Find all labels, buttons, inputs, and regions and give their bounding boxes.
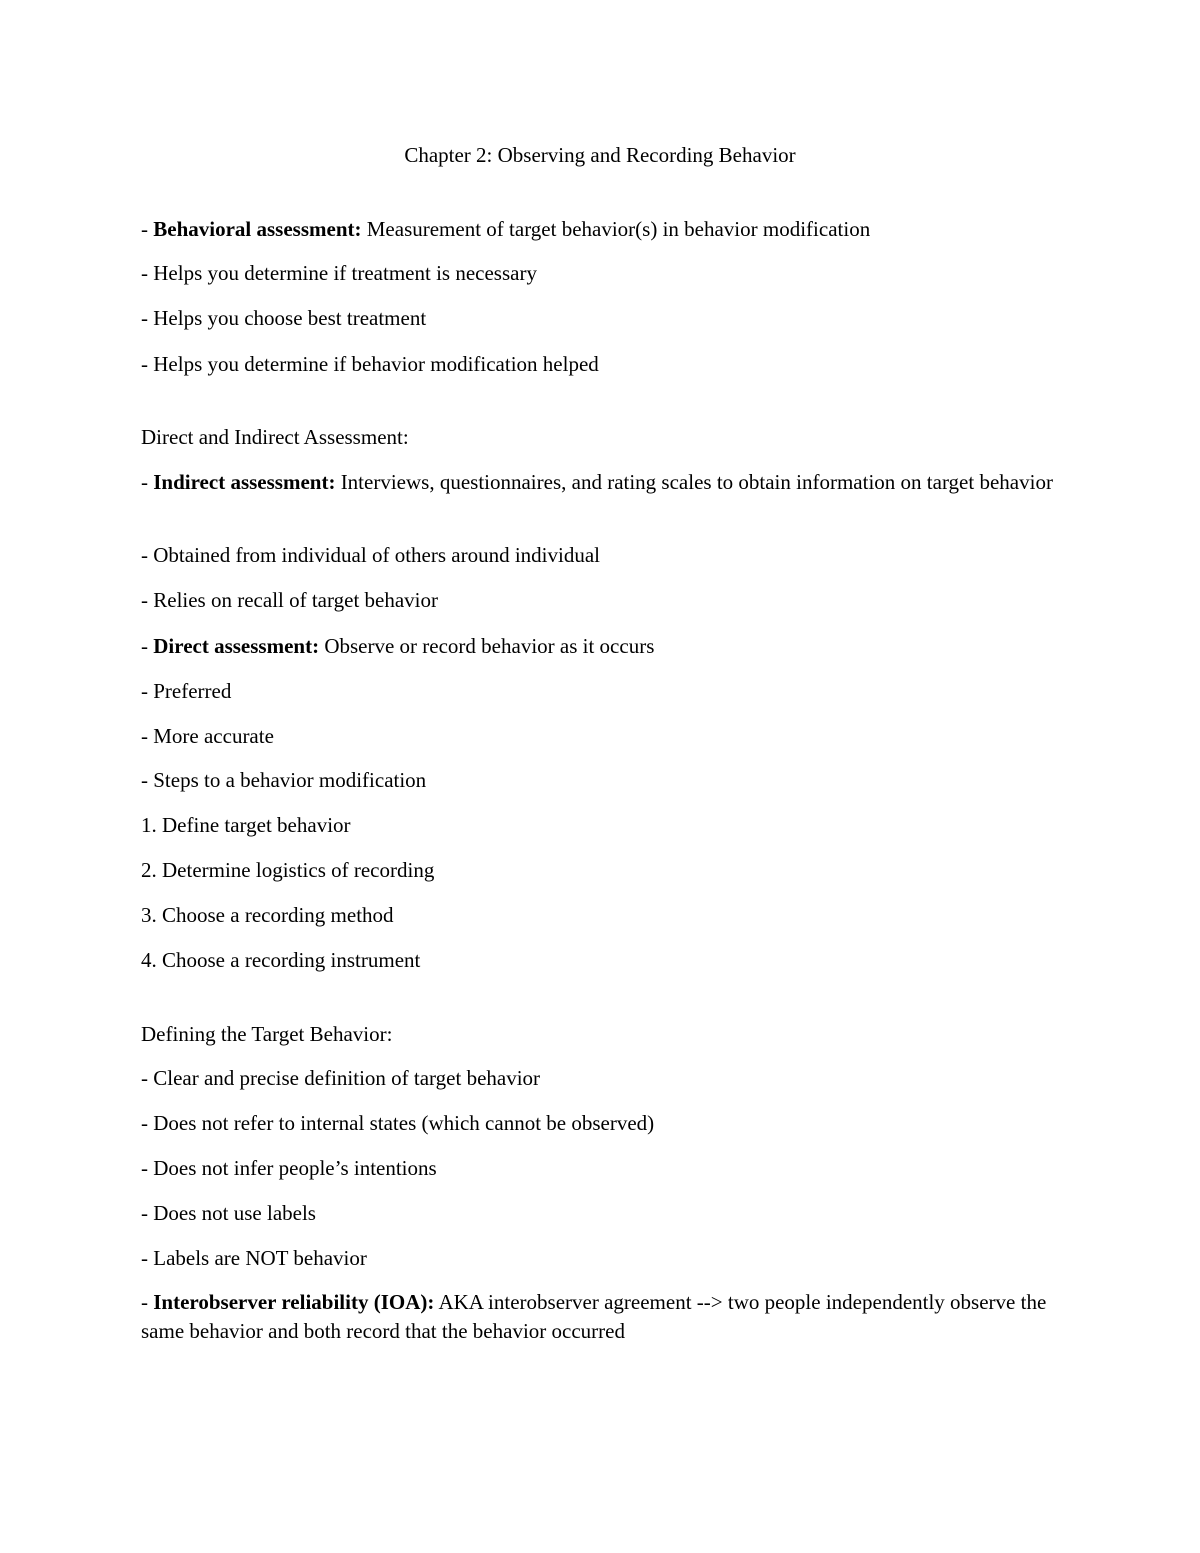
bullet-dash: - <box>141 634 154 658</box>
list-item: - Does not use labels <box>141 1201 316 1225</box>
section-heading-assessment: Direct and Indirect Assessment: <box>141 425 409 449</box>
definition-text: Interviews, questionnaires, and rating scales to obtain information on target behavior <box>335 470 1053 494</box>
indirect-assessment-line <box>141 468 1061 497</box>
list-item: - Labels are NOT behavior <box>141 1246 367 1270</box>
term-indirect-assessment: Indirect assessment: <box>153 470 336 494</box>
behavioral-assessment-line <box>141 215 1061 244</box>
numbered-step-4: 4. Choose a recording instrument <box>141 948 421 972</box>
definition-text: AKA interobserver agreement --> two people independently observe the same behavior and both record that the behavior occurred <box>141 1290 1047 1343</box>
term-behavioral-assessment: Behavioral assessment: <box>153 217 362 241</box>
term-interobserver-reliability: Interobserver reliability (IOA): <box>153 1290 435 1314</box>
list-item: - Obtained from individual of others around individual <box>141 543 600 567</box>
list-item: - Does not infer people’s intentions <box>141 1156 437 1180</box>
list-item: - Helps you choose best treatment <box>141 306 427 330</box>
list-item: - Relies on recall of target behavior <box>141 588 438 612</box>
bullet-dash: - <box>141 217 154 241</box>
numbered-step-3: 3. Choose a recording method <box>141 903 394 927</box>
list-item: - More accurate <box>141 724 274 748</box>
list-item: - Steps to a behavior modification <box>141 768 427 792</box>
bullet-dash: - <box>141 470 154 494</box>
list-item: - Preferred <box>141 679 232 703</box>
list-item: - Helps you determine if behavior modification helped <box>141 352 599 376</box>
direct-assessment-line <box>141 632 1061 661</box>
term-direct-assessment: Direct assessment: <box>153 634 320 658</box>
section-heading-target-behavior: Defining the Target Behavior: <box>141 1022 393 1046</box>
bullet-dash: - <box>141 1290 154 1314</box>
list-item: - Clear and precise definition of target behavior <box>141 1066 541 1090</box>
page-title: Chapter 2: Observing and Recording Behavior <box>404 143 796 167</box>
list-item: - Does not refer to internal states (which cannot be observed) <box>141 1111 655 1135</box>
definition-text: Observe or record behavior as it occurs <box>319 634 655 658</box>
interobserver-reliability-line <box>141 1288 1061 1346</box>
definition-text: Measurement of target behavior(s) in behavior modification <box>361 217 871 241</box>
numbered-step-1: 1. Define target behavior <box>141 813 351 837</box>
list-item: - Helps you determine if treatment is necessary <box>141 261 537 285</box>
numbered-step-2: 2. Determine logistics of recording <box>141 858 435 882</box>
